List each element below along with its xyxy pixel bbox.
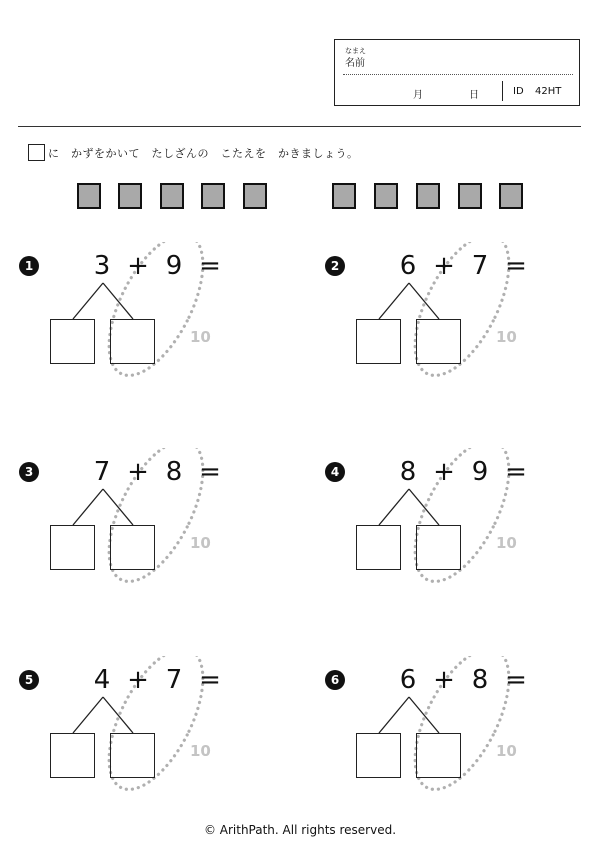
instruction-text: に かずをかいて たしざんの こたえを かきましょう。: [48, 147, 359, 160]
decomposition-box-right[interactable]: [110, 733, 155, 778]
addend-b: 9: [165, 251, 183, 281]
problem-number-marker: 5: [19, 670, 39, 690]
problem-6: [325, 656, 585, 806]
addend-a: 4: [93, 665, 111, 695]
addend-a: 6: [399, 251, 417, 281]
equals-sign: =: [505, 251, 527, 281]
addend-b: 7: [165, 665, 183, 695]
equals-sign: =: [199, 251, 221, 281]
name-furigana: なまえ: [345, 47, 366, 55]
addend-b: 8: [471, 665, 489, 695]
ten-hint: 10: [190, 742, 211, 760]
grey-answer-square[interactable]: [118, 183, 142, 209]
grey-answer-square[interactable]: [374, 183, 398, 209]
decomposition-box-right[interactable]: [416, 733, 461, 778]
problem-number-marker: 4: [325, 462, 345, 482]
problem-number-marker: 6: [325, 670, 345, 690]
addend-a: 7: [93, 457, 111, 487]
ten-hint: 10: [190, 328, 211, 346]
addend-a: 3: [93, 251, 111, 281]
ten-hint: 10: [496, 328, 517, 346]
decomposition-box-left[interactable]: [50, 319, 95, 364]
plus-sign: +: [127, 665, 149, 695]
ten-hint: 10: [190, 534, 211, 552]
ten-hint: 10: [496, 534, 517, 552]
decomposition-box-right[interactable]: [416, 525, 461, 570]
problem-3: [19, 448, 279, 598]
addend-b: 9: [471, 457, 489, 487]
problem-5: [19, 656, 279, 806]
day-label: 日: [469, 90, 479, 101]
id-value: 42HT: [535, 86, 562, 97]
grey-answer-square[interactable]: [499, 183, 523, 209]
grey-answer-square[interactable]: [77, 183, 101, 209]
month-label: 月: [413, 90, 423, 101]
header-rule: [18, 126, 581, 127]
decomposition-box-right[interactable]: [110, 525, 155, 570]
addend-a: 6: [399, 665, 417, 695]
grey-answer-square[interactable]: [332, 183, 356, 209]
decomposition-box-left[interactable]: [50, 733, 95, 778]
grey-answer-square[interactable]: [160, 183, 184, 209]
equals-sign: =: [199, 665, 221, 695]
grey-answer-square[interactable]: [243, 183, 267, 209]
grey-answer-square[interactable]: [416, 183, 440, 209]
decomposition-box-left[interactable]: [356, 733, 401, 778]
plus-sign: +: [127, 457, 149, 487]
problem-number-marker: 3: [19, 462, 39, 482]
name-date-id-box: [334, 39, 580, 106]
name-label: 名前: [345, 58, 365, 69]
copyright-footer: © ArithPath. All rights reserved.: [203, 823, 397, 837]
grey-answer-square[interactable]: [458, 183, 482, 209]
problem-number-marker: 2: [325, 256, 345, 276]
name-write-line[interactable]: [343, 74, 573, 75]
divider: [502, 81, 503, 101]
plus-sign: +: [433, 665, 455, 695]
addend-b: 8: [165, 457, 183, 487]
grey-answer-square[interactable]: [201, 183, 225, 209]
decomposition-box-right[interactable]: [416, 319, 461, 364]
plus-sign: +: [127, 251, 149, 281]
plus-sign: +: [433, 251, 455, 281]
decomposition-box-left[interactable]: [356, 319, 401, 364]
addend-b: 7: [471, 251, 489, 281]
problem-number-marker: 1: [19, 256, 39, 276]
id-label: ID: [513, 86, 524, 97]
plus-sign: +: [433, 457, 455, 487]
ten-hint: 10: [496, 742, 517, 760]
equals-sign: =: [199, 457, 221, 487]
addend-a: 8: [399, 457, 417, 487]
problem-1: [19, 242, 279, 392]
equals-sign: =: [505, 457, 527, 487]
instruction-box-icon: [28, 144, 45, 161]
problem-2: [325, 242, 585, 392]
decomposition-box-left[interactable]: [356, 525, 401, 570]
decomposition-box-left[interactable]: [50, 525, 95, 570]
decomposition-box-right[interactable]: [110, 319, 155, 364]
problem-4: [325, 448, 585, 598]
equals-sign: =: [505, 665, 527, 695]
